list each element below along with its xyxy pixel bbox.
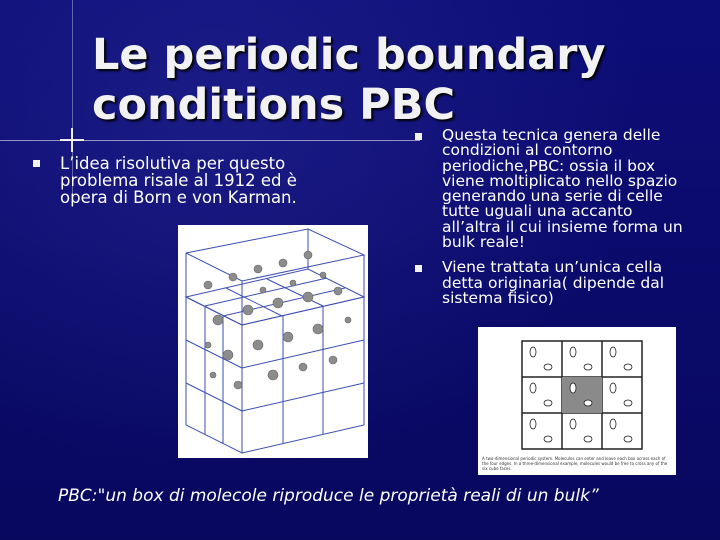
slide-title: Le periodic boundary conditions PBC bbox=[92, 30, 606, 130]
square-bullet-icon bbox=[33, 160, 40, 167]
list-item bbox=[412, 128, 702, 250]
list-item bbox=[412, 260, 702, 306]
left-bullet-list bbox=[30, 155, 360, 206]
cells-image-caption: A two-dimensional periodic system. Molecules can enter and leave each box across each of the four edges. In a three-dimensional example, molecules would be free to cross any of the six cube faces. bbox=[482, 456, 668, 471]
footer-quote: PBC:"un box di molecole riproduce le proprietà reali di un bulk” bbox=[58, 486, 599, 506]
list-item bbox=[30, 155, 360, 206]
square-bullet-icon bbox=[415, 133, 422, 140]
bullet-text: Questa tecnica genera delle condizioni al contorno periodiche,PBC: ossia il box viene moltiplicato nello spazio generando una serie di celle tutte uguali una accanto all’altra il cui insieme forma un bulk reale! bbox=[442, 126, 683, 252]
square-bullet-icon bbox=[415, 265, 422, 272]
bullet-text: Viene trattata un’unica cella detta originaria( dipende dal sistema fisico) bbox=[442, 258, 665, 307]
periodic-cells-image bbox=[478, 327, 676, 475]
periodic-lattice-image bbox=[178, 225, 368, 458]
cells-grid-drawing bbox=[478, 327, 676, 457]
bullet-text: L’idea risolutiva per questo problema risale al 1912 ed è opera di Born e von Karman. bbox=[60, 154, 297, 207]
lattice-drawing bbox=[178, 225, 368, 458]
decorative-star-icon bbox=[60, 128, 84, 152]
right-bullet-list bbox=[412, 128, 702, 306]
